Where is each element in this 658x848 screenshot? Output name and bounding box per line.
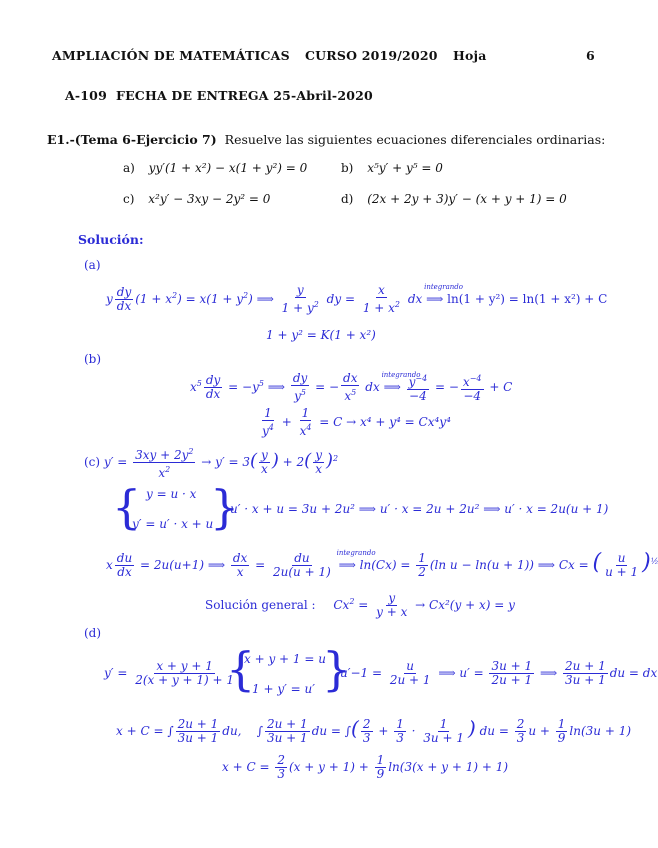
part-a-derivation: y $\frac{dy}{dx}$ $(1 + x^2) = x(1 + y^2)$ ⟹ $\frac{y}{1 + y^2}$ dy = $\frac{x}{1 + x^2}$ dx integrando ⟹ ln(1 + y²) = ln(1 + x²) + C	[106, 283, 608, 315]
part-c-line1: (c) y′ = $\frac{3xy + 2y^2}{x^2}$ → y′ = 3( $\frac{y}{x}$ ) + 2( $\frac{y}{x}$ )$^2$	[84, 447, 339, 480]
part-d-label: (d)	[84, 626, 102, 640]
item-equation: yy′(1 + x²) − x(1 + y²) = 0	[148, 161, 308, 175]
integrating-note: integrando	[381, 371, 421, 379]
sheet-label: Hoja	[453, 48, 487, 63]
exercise-item-d	[341, 192, 567, 206]
general-solution-tail: → Cx²(y + x) = y	[415, 598, 515, 612]
sheet-number: 6	[586, 48, 595, 63]
part-b-result: $\frac{1}{y^4}$ + $\frac{1}{x^4}$ = C → x⁴ + y⁴ = Cx⁴y⁴	[262, 406, 451, 438]
part-d-line1: y′ = $\frac{x + y + 1}{2(x + y + 1) + 1}$	[104, 659, 235, 687]
part-c-line3: x $\frac{du}{dx}$ = 2u(u+1) ⟹ $\frac{dx}{x}$ = $\frac{du}{2u(u + 1)}$ integrando ⟹ ln(Cx) = $\frac{1}{2}$ (ln u − ln(u + 1)) ⟹ Cx = ( $\frac{u}{u + 1}$ )$^{\frac{1}{2}}$	[106, 549, 658, 579]
item-label: d)	[341, 192, 354, 206]
item-equation: (2x + 2y + 3)y′ − (x + y + 1) = 0	[367, 192, 567, 206]
exercise-statement	[47, 132, 605, 147]
part-b-result-tail: → x⁴ + y⁴ = Cx⁴y⁴	[346, 415, 451, 429]
item-label: c)	[123, 192, 135, 206]
part-b-label: (b)	[84, 352, 102, 366]
item-equation: x²y′ − 3xy − 2y² = 0	[148, 192, 271, 206]
part-d-line2: u′−1 = $\frac{u}{2u + 1}$ ⟹ u′ = $\frac{3u + 1}{2u + 1}$ ⟹ $\frac{2u + 1}{3u + 1}$ du = dx	[340, 659, 658, 687]
integrating-note: integrando	[336, 549, 376, 557]
right-brace-d: }	[322, 642, 352, 696]
due-date: FECHA DE ENTREGA 25-Abril-2020	[116, 88, 373, 103]
item-equation: x⁵y′ + y⁵ = 0	[367, 161, 443, 175]
part-c-sub1: y = u · x	[146, 487, 197, 501]
course-title: AMPLIACIÓN DE MATEMÁTICAS	[52, 48, 290, 63]
exercise-title: E1.-(Tema 6-Ejercicio 7)	[47, 132, 217, 147]
course-year: CURSO 2019/2020	[305, 48, 438, 63]
part-c-sub2: y′ = u′ · x + u	[132, 517, 214, 531]
group-code: A-109	[65, 88, 107, 103]
part-c-general: Solución general : $Cx^2$ = $\frac{y}{y + x}$ → Cx²(y + x) = y	[205, 591, 515, 619]
solution-title: Solución:	[78, 232, 144, 247]
part-c-label: (c)	[84, 455, 101, 469]
part-a-result: 1 + y² = K(1 + x²)	[266, 328, 376, 342]
left-brace: {	[112, 480, 142, 534]
exercise-item-b	[341, 161, 443, 175]
part-d-sub1: x + y + 1 = u	[244, 652, 326, 666]
left-brace-d: {	[226, 642, 256, 696]
item-label: b)	[341, 161, 354, 175]
item-label: a)	[123, 161, 135, 175]
right-brace: }	[210, 480, 240, 534]
integrating-note: integrando	[424, 283, 464, 291]
part-c-line2: u′ · x + u = 3u + 2u² ⟹ u′ · x = 2u + 2u² ⟹ u′ · x = 2u(u + 1)	[230, 502, 609, 516]
part-a-rhs: ln(1 + y²) = ln(1 + x²) + C	[447, 292, 608, 306]
part-d-result: x + C = $\frac{2}{3}$ (x + y + 1) + $\frac{1}{9}$ ln(3(x + y + 1) + 1)	[222, 753, 509, 781]
part-d-sub2: 1 + y′ = u′	[252, 682, 315, 696]
part-a-label: (a)	[84, 258, 101, 272]
part-d-line3: x + C = ∫ $\frac{2u + 1}{3u + 1}$ du, ∫ $\frac{2u + 1}{3u + 1}$ du = ∫( $\frac{2}{3}$ + $\frac{1}{3}$ · $\frac{1}{3u + 1}$ ) du = $\frac{2}{3}$ u + $\frac{1}{9}$ ln(3u + 1)	[116, 716, 632, 745]
general-solution-label: Solución general :	[205, 598, 316, 612]
exercise-item-a	[123, 161, 307, 175]
exercise-text: Resuelve las siguientes ecuaciones diferenciales ordinarias:	[224, 132, 606, 147]
part-b-derivation: $x^5$ $\frac{dy}{dx}$ = $-y^5$ ⟹ $\frac{dy}{y^5}$ = − $\frac{dx}{x^5}$ dx integrando ⟹ $\frac{y^{-4}}{-4}$ = − $\frac{x^{-4}}{-4}$ + C	[190, 371, 513, 403]
exercise-item-c	[123, 192, 270, 206]
